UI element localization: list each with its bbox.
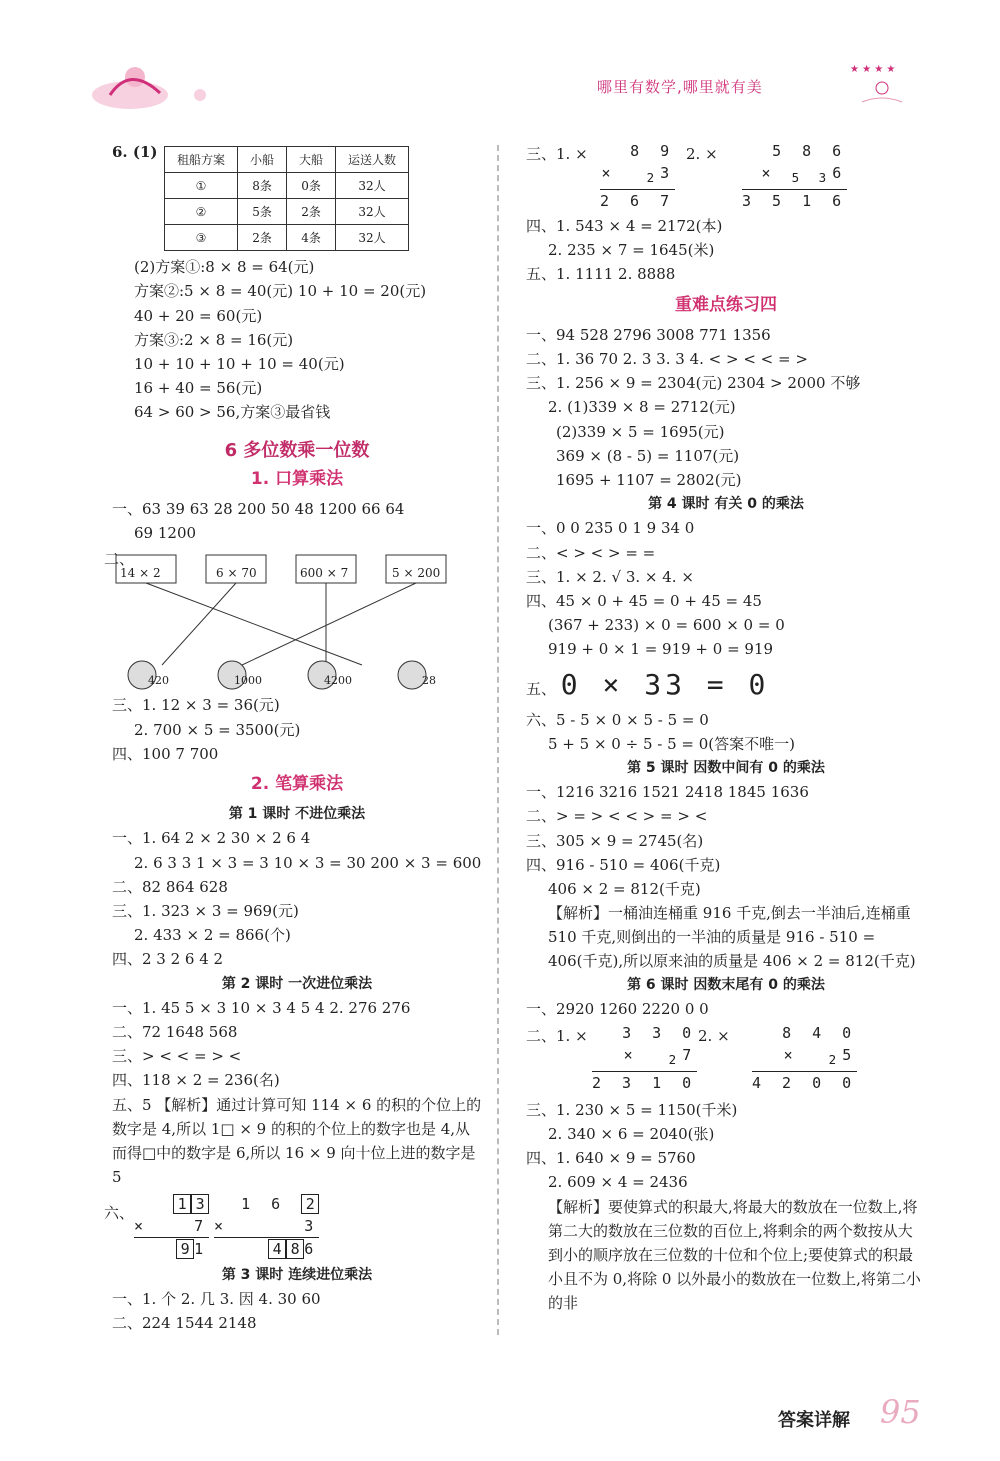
answer-line: 一、1. 64 2 × 2 30 × 2 6 4 xyxy=(112,829,311,848)
operator: × xyxy=(601,164,617,182)
vertical-calcs xyxy=(526,140,926,214)
digit: 7 xyxy=(682,1045,698,1064)
digit-box: 3 xyxy=(191,1194,209,1214)
answer-line: 三、1. × 2. √ 3. × 4. × xyxy=(526,567,694,586)
card-label: 600 × 7 xyxy=(300,566,349,581)
table-cell: ① xyxy=(165,173,238,199)
lesson-title: 第 2 课时 一次进位乘法 xyxy=(221,975,373,992)
question-label: 六、 xyxy=(104,1203,135,1222)
answer-line: 四、2 3 2 6 4 2 xyxy=(112,950,224,969)
answer-line: 一、2920 1260 2220 0 0 xyxy=(526,1000,709,1019)
lesson-title: 第 5 课时 因数中间有 0 的乘法 xyxy=(627,760,825,777)
digits-result: 3 5 1 6 xyxy=(742,192,848,210)
answer-line: 三、305 × 9 = 2745(名) xyxy=(526,831,704,850)
question-label: 2. × xyxy=(698,1026,730,1045)
answer-line: (2)339 × 5 = 1695(元) xyxy=(556,422,725,441)
answer-line: 二、1. 36 70 2. 3 3. 3 4. < > < < = > xyxy=(526,350,808,369)
answer-line: 三、1. 230 × 5 = 1150(千米) xyxy=(526,1100,738,1119)
page-number: 95 xyxy=(880,1393,921,1431)
answer-line: 三、1. 256 × 9 = 2304(元) 2304 > 2000 不够 xyxy=(526,374,861,393)
answer-line: 69 1200 xyxy=(134,524,197,543)
answer-line: 2. 235 × 7 = 1645(米) xyxy=(548,241,715,260)
q6-line: (2)方案①:8 × 8 = 64(元) xyxy=(134,258,315,277)
digits-result: 4 2 0 0 xyxy=(752,1073,858,1092)
answer-line: 四、916 - 510 = 406(千克) xyxy=(526,855,721,874)
table-row xyxy=(165,173,409,199)
vertical-calc-a xyxy=(134,1193,209,1260)
table-cell: 4条 xyxy=(287,225,336,251)
answer-line: 2. 340 × 6 = 2040(张) xyxy=(548,1124,715,1143)
answer-line: 四、100 7 700 xyxy=(112,744,219,763)
question-label: 2. × xyxy=(686,145,718,163)
digit-box: 1 xyxy=(173,1194,191,1214)
answer-line: 2. 433 × 2 = 866(个) xyxy=(134,926,291,945)
question-label: 二、1. × xyxy=(526,1026,588,1045)
q6-line: 64 > 60 > 56,方案③最省钱 xyxy=(134,403,331,422)
boat-plan-table xyxy=(164,146,409,251)
card-label: 14 × 2 xyxy=(120,566,161,581)
answer-line: 五、1. 1111 2. 8888 xyxy=(526,265,676,284)
carry-digit: 2 xyxy=(668,1051,683,1067)
operator: × xyxy=(761,164,777,182)
lesson-title: 第 1 课时 不进位乘法 xyxy=(228,806,366,823)
answer-line: 四、1. 543 × 4 = 2172(本) xyxy=(526,217,723,235)
digit: 1 xyxy=(241,1194,257,1213)
answer-line: 一、1. 个 2. 几 3. 因 4. 30 60 xyxy=(112,1289,321,1308)
digits-top: 8 9 xyxy=(630,142,676,160)
table-header: 租船方案 xyxy=(165,147,238,173)
digit-box: 9 xyxy=(176,1239,194,1259)
operator: × xyxy=(134,1216,150,1235)
answer-line: 二、< > < > = = xyxy=(526,543,656,562)
answer-line: 919 + 0 × 1 = 919 + 0 = 919 xyxy=(548,640,774,659)
vertical-calcs xyxy=(526,1022,926,1098)
carry-digit: 2 xyxy=(828,1051,843,1067)
matchstick-equation xyxy=(526,662,926,708)
answer-line: 369 × (8 - 5) = 1107(元) xyxy=(556,446,740,465)
question-label: 二、 xyxy=(104,550,135,569)
carry-digit: 5 3 xyxy=(791,170,833,185)
table-cell: 32人 xyxy=(336,173,409,199)
answer-line: 六、5 - 5 × 0 × 5 - 5 = 0 xyxy=(526,710,709,729)
answer-line: 二、82 864 628 xyxy=(112,877,228,896)
operator: × xyxy=(623,1045,639,1064)
header-slogan: 哪里有数学,哪里就有美 xyxy=(597,78,763,96)
vertical-calc-b xyxy=(214,1193,319,1260)
table-cell: 2条 xyxy=(287,199,336,225)
digits-result: 2 6 7 xyxy=(600,192,676,210)
answer-line: 2. 609 × 4 = 2436 xyxy=(548,1173,688,1192)
q6-line: 10 + 10 + 10 + 10 = 40(元) xyxy=(134,355,345,374)
answer-line: 2. 700 × 5 = 3500(元) xyxy=(134,720,301,739)
right-column xyxy=(526,140,926,1315)
digit-box: 4 xyxy=(268,1239,286,1259)
lesson-title: 第 4 课时 有关 0 的乘法 xyxy=(648,496,804,513)
answer-line: 三、1. 323 × 3 = 969(元) xyxy=(112,902,299,921)
answer-line: 一、1. 45 5 × 3 10 × 3 4 5 4 2. 276 276 xyxy=(112,998,411,1017)
card-label: 6 × 70 xyxy=(216,566,257,581)
answer-line: 2. 6 3 3 1 × 3 = 3 10 × 3 = 30 200 × 3 = 600 xyxy=(134,853,482,872)
table-cell: 5条 xyxy=(238,199,287,225)
table-row xyxy=(165,225,409,251)
answer-line: 三、> < < = > < xyxy=(112,1047,242,1066)
section-title: 1. 口算乘法 xyxy=(250,468,344,489)
answer-line: 一、63 39 63 28 200 50 48 1200 66 64 xyxy=(112,500,405,519)
chapter-title: 6 多位数乘一位数 xyxy=(224,439,370,461)
footer-label: 答案详解 xyxy=(778,1410,850,1431)
answer-line: 四、45 × 0 + 45 = 0 + 45 = 45 xyxy=(526,592,762,611)
table-cell: 8条 xyxy=(238,173,287,199)
answer-line: 四、1. 640 × 9 = 5760 xyxy=(526,1149,696,1168)
digit: 6 xyxy=(271,1194,287,1213)
vertical-calc-e xyxy=(592,1022,697,1094)
vertical-calc-d xyxy=(742,140,847,212)
question-label: 三、1. × xyxy=(526,145,588,163)
digit: 1 xyxy=(194,1239,210,1258)
header-decoration-icon xyxy=(90,55,240,115)
question-label: 五、 xyxy=(526,679,557,698)
answer-line: 一、1216 3216 1521 2418 1845 1636 xyxy=(526,783,809,802)
section-title: 重难点练习四 xyxy=(675,294,777,315)
left-column xyxy=(104,140,482,1335)
digits-top: 5 8 6 xyxy=(772,142,848,160)
q6-line: 方案③:2 × 8 = 16(元) xyxy=(134,330,294,349)
table-header: 小船 xyxy=(238,147,287,173)
mouse-number: 4200 xyxy=(324,674,352,688)
analysis-text: 五、5 【解析】通过计算可知 114 × 6 的积的个位上的数字是 4,所以 1□ × 9 的积的个位上的数字也是 4,从而得□中的数字是 6,所以 16 × 9 向十位上进的数字是 5 xyxy=(112,1095,482,1186)
digits-top: 3 3 0 xyxy=(622,1023,698,1042)
table-header: 大船 xyxy=(287,147,336,173)
answer-line: 三、1. 12 × 3 = 36(元) xyxy=(112,696,280,715)
column-divider xyxy=(497,145,499,1335)
table-cell: 32人 xyxy=(336,199,409,225)
mouse-number: 1000 xyxy=(234,674,262,688)
mouse-number: 420 xyxy=(148,674,169,688)
digit: 7 xyxy=(194,1216,210,1235)
vertical-calc-c xyxy=(600,140,675,212)
digit: 3 xyxy=(660,164,676,182)
lesson-title: 第 3 课时 连续进位乘法 xyxy=(221,1266,373,1283)
answer-line: 一、94 528 2796 3008 771 1356 xyxy=(526,325,771,344)
operator: × xyxy=(214,1216,230,1235)
q6-line: 16 + 40 = 56(元) xyxy=(134,379,263,398)
answer-line: 一、0 0 235 0 1 9 34 0 xyxy=(526,519,695,538)
table-row xyxy=(165,199,409,225)
table-header: 运送人数 xyxy=(336,147,409,173)
svg-text:★ ★ ★ ★: ★ ★ ★ ★ xyxy=(850,64,896,75)
section-title: 2. 笔算乘法 xyxy=(250,774,344,795)
table-cell: 0条 xyxy=(287,173,336,199)
answer-line: 5 + 5 × 0 ÷ 5 - 5 = 0(答案不唯一) xyxy=(548,734,795,753)
digits-result: 2 3 1 0 xyxy=(592,1073,698,1092)
table-cell: 2条 xyxy=(238,225,287,251)
digit-box: 8 xyxy=(286,1239,304,1259)
table-cell: ③ xyxy=(165,225,238,251)
answer-line: 406 × 2 = 812(千克) xyxy=(548,880,701,899)
matching-exercise xyxy=(104,545,482,693)
operator: × xyxy=(783,1045,799,1064)
q6-line: 方案②:5 × 8 = 40(元) 10 + 10 = 20(元) xyxy=(134,282,427,301)
digit: 3 xyxy=(304,1216,320,1235)
table-cell: 32人 xyxy=(336,225,409,251)
answer-line: 四、118 × 2 = 236(名) xyxy=(112,1071,280,1090)
carry-digit: 2 xyxy=(646,170,661,185)
answer-line: 1695 + 1107 = 2802(元) xyxy=(556,471,742,490)
mouse-number: 28 xyxy=(422,674,436,688)
answer-line: 二、224 1544 2148 xyxy=(112,1314,257,1333)
q6-line: 40 + 20 = 60(元) xyxy=(134,306,263,325)
answer-line: 2. (1)339 × 8 = 2712(元) xyxy=(548,398,736,417)
vertical-calcs xyxy=(104,1193,482,1263)
q6-label: 6. (1) xyxy=(112,143,158,161)
analysis-text: 【解析】要使算式的积最大,将最大的数放在一位数上,将第二大的数放在三位数的百位上,将剩余的两个数按从大到小的顺序放在三位数的十位和个位上;要使算式的积最小且不为 0,将除 0 以外最小的数放在一位数上,将第二小的非 xyxy=(548,1197,921,1312)
digit: 6 xyxy=(832,164,848,182)
stars-decoration-icon xyxy=(842,58,922,108)
matchstick-digits: 0 × 33 = 0 xyxy=(560,667,770,701)
table-cell: ② xyxy=(165,199,238,225)
digit: 5 xyxy=(842,1045,858,1064)
digit: 6 xyxy=(304,1239,320,1258)
lesson-title: 第 6 课时 因数末尾有 0 的乘法 xyxy=(627,977,825,994)
card-label: 5 × 200 xyxy=(392,566,441,581)
answer-line: 二、> = > < < > = > < xyxy=(526,807,708,826)
vertical-calc-f xyxy=(752,1022,857,1094)
answer-line: 二、72 1648 568 xyxy=(112,1023,238,1042)
analysis-text: 【解析】一桶油连桶重 916 千克,倒去一半油后,连桶重 510 千克,则倒出的一半油的质量是 916 - 510 = 406(千克),所以原来油的质量是 406 × 2 = 812(千克) xyxy=(548,904,916,971)
digits-top: 8 4 0 xyxy=(782,1023,858,1042)
digit-box: 2 xyxy=(301,1194,319,1214)
answer-line: (367 + 233) × 0 = 600 × 0 = 0 xyxy=(548,616,785,635)
